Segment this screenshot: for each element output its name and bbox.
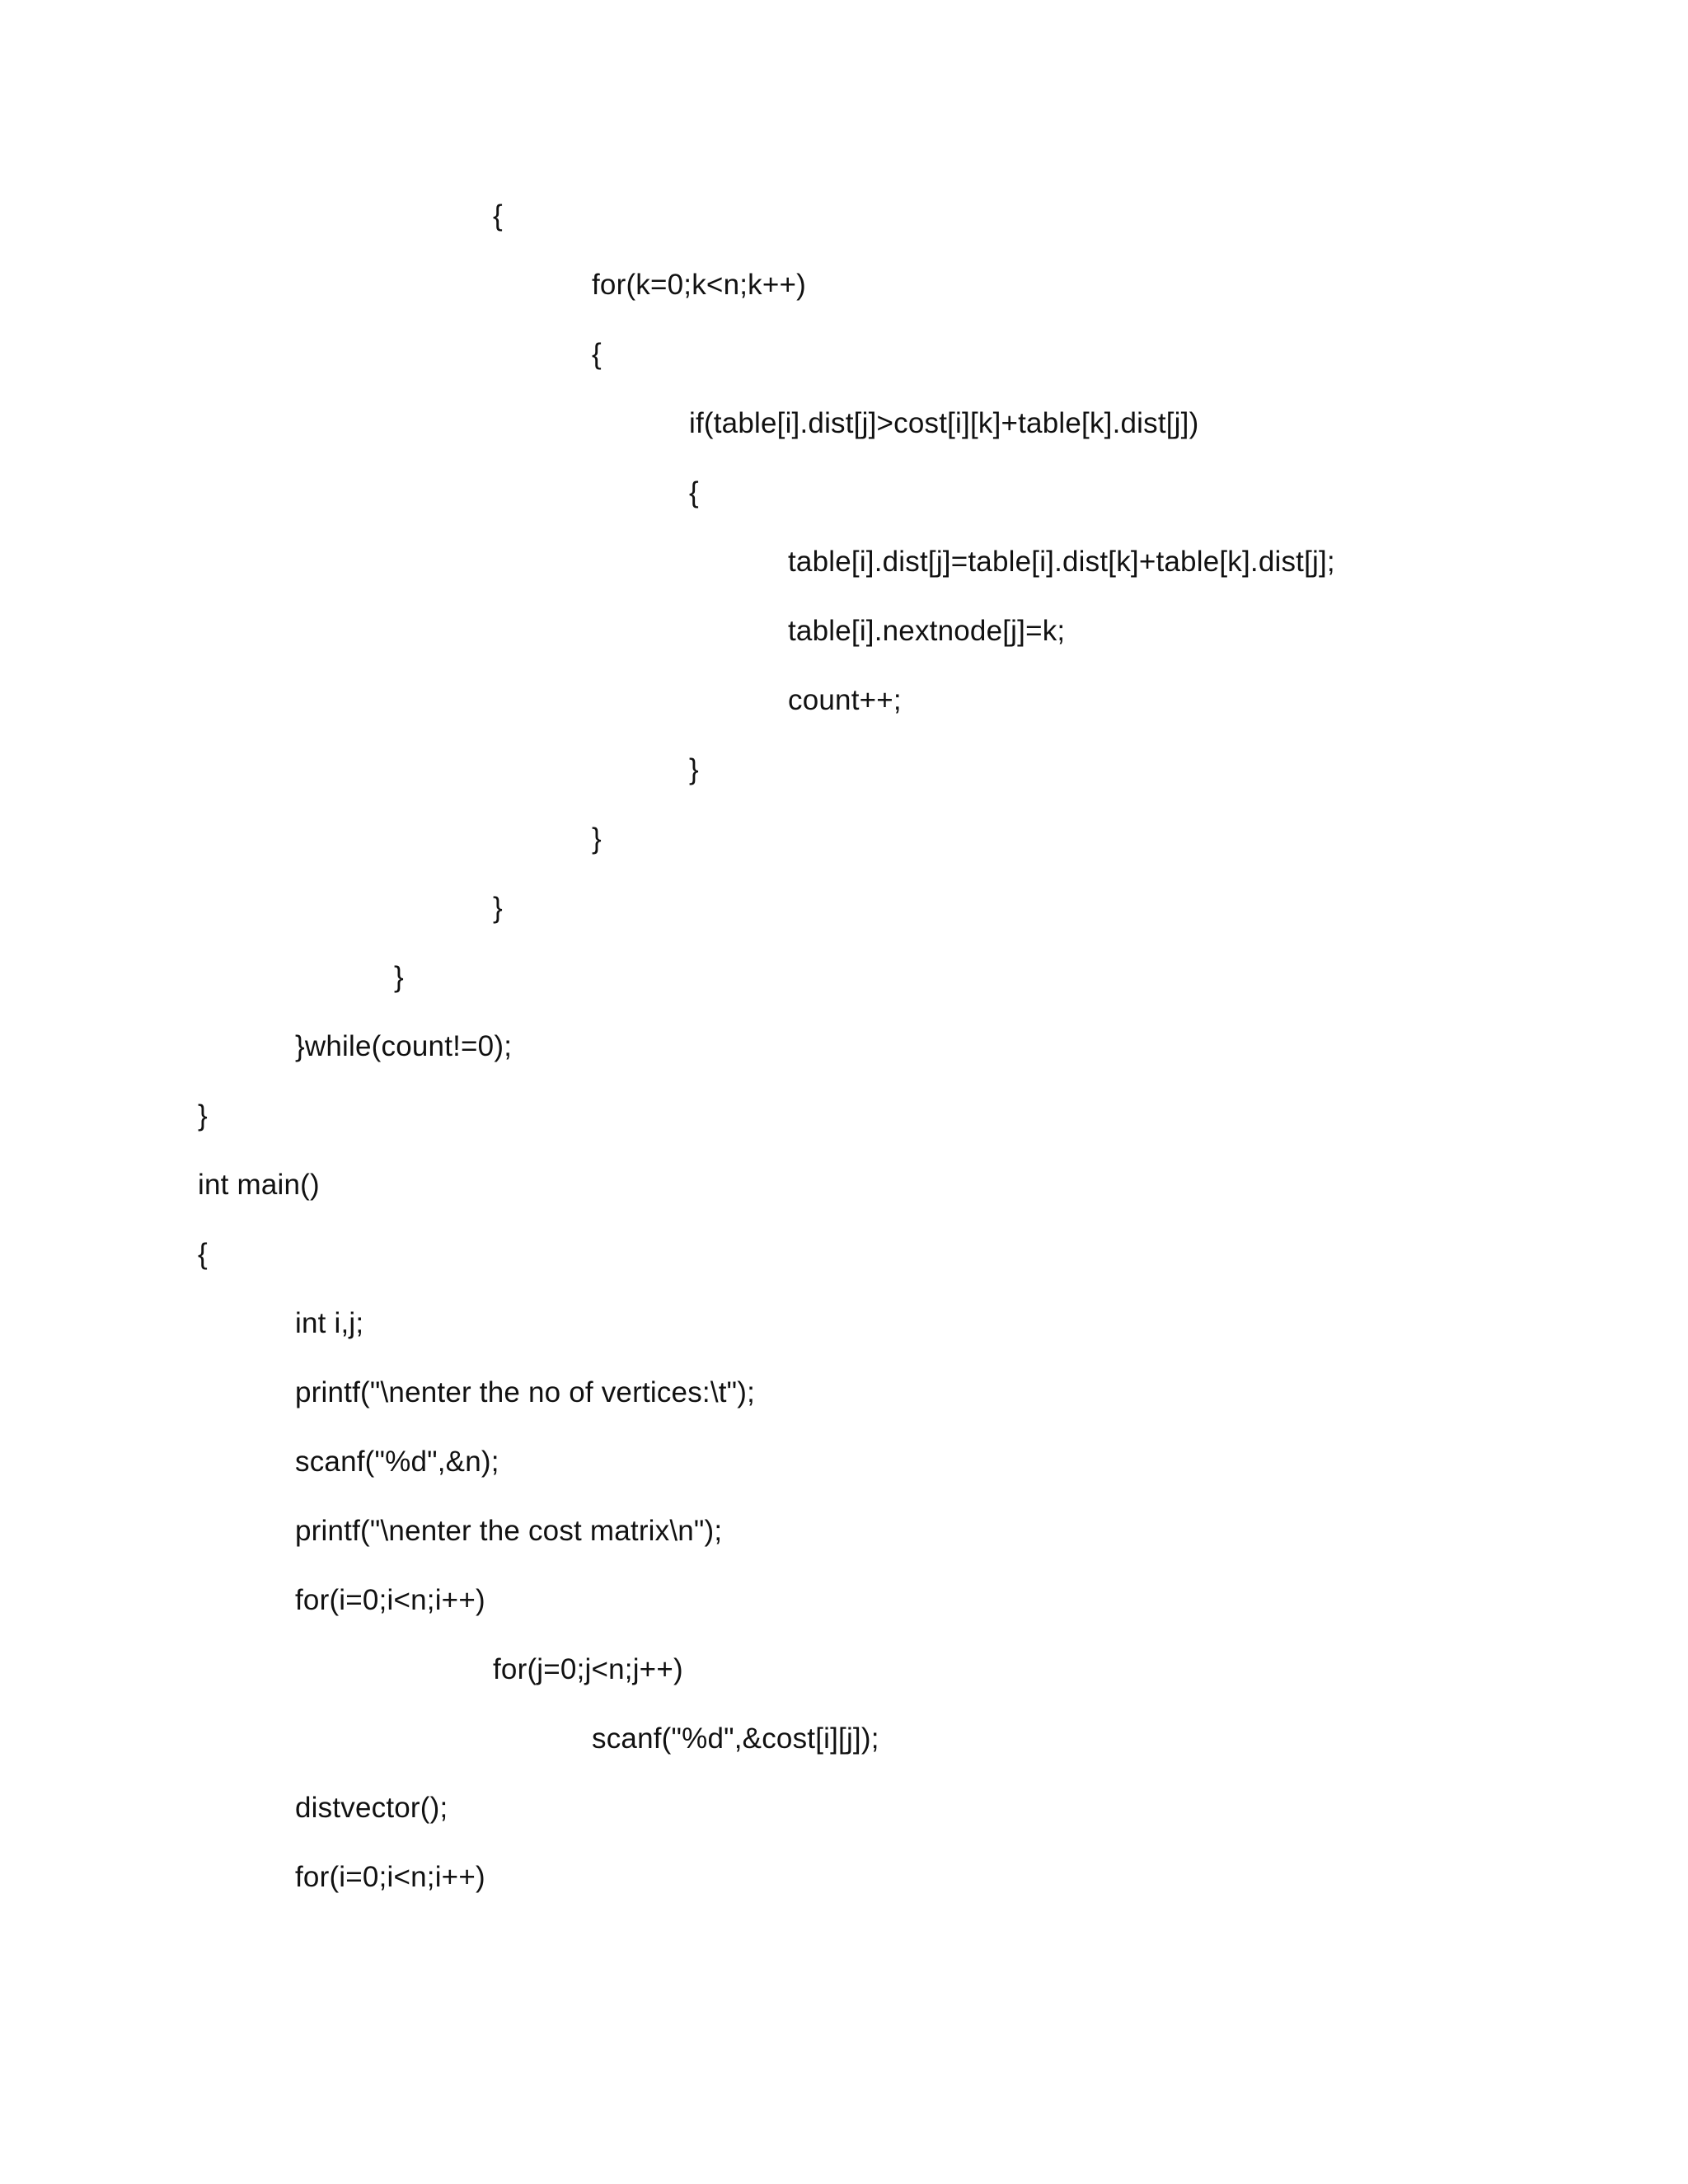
code-line: printf("\nenter the cost matrix\n"); — [295, 1515, 723, 1547]
code-line: table[i].dist[j]=table[i].dist[k]+table[k].dist[j]; — [788, 546, 1335, 578]
code-line: { — [198, 1238, 208, 1270]
code-line: } — [394, 961, 404, 993]
code-line: scanf("%d",&n); — [295, 1446, 499, 1478]
code-line: int i,j; — [295, 1307, 364, 1339]
code-line: for(j=0;j<n;j++) — [493, 1653, 683, 1685]
code-line: } — [689, 753, 699, 785]
code-line: printf("\nenter the no of vertices:\t"); — [295, 1376, 756, 1408]
code-line: } — [198, 1099, 208, 1132]
code-line: table[i].nextnode[j]=k; — [788, 615, 1066, 647]
code-line: { — [689, 476, 699, 509]
code-line: scanf("%d",&cost[i][j]); — [592, 1722, 879, 1755]
code-line: { — [493, 199, 503, 232]
code-line: int main() — [198, 1169, 320, 1201]
code-line: } — [493, 892, 503, 924]
code-line: { — [592, 338, 602, 370]
code-line: }while(count!=0); — [295, 1030, 513, 1062]
code-line: if(table[i].dist[j]>cost[i][k]+table[k].dist[j]) — [689, 407, 1199, 439]
code-line: for(i=0;i<n;i++) — [295, 1584, 485, 1616]
code-line: for(k=0;k<n;k++) — [592, 269, 806, 301]
code-line: for(i=0;i<n;i++) — [295, 1861, 485, 1893]
code-line: } — [592, 823, 602, 855]
code-line: count++; — [788, 684, 902, 716]
code-line: distvector(); — [295, 1792, 448, 1824]
